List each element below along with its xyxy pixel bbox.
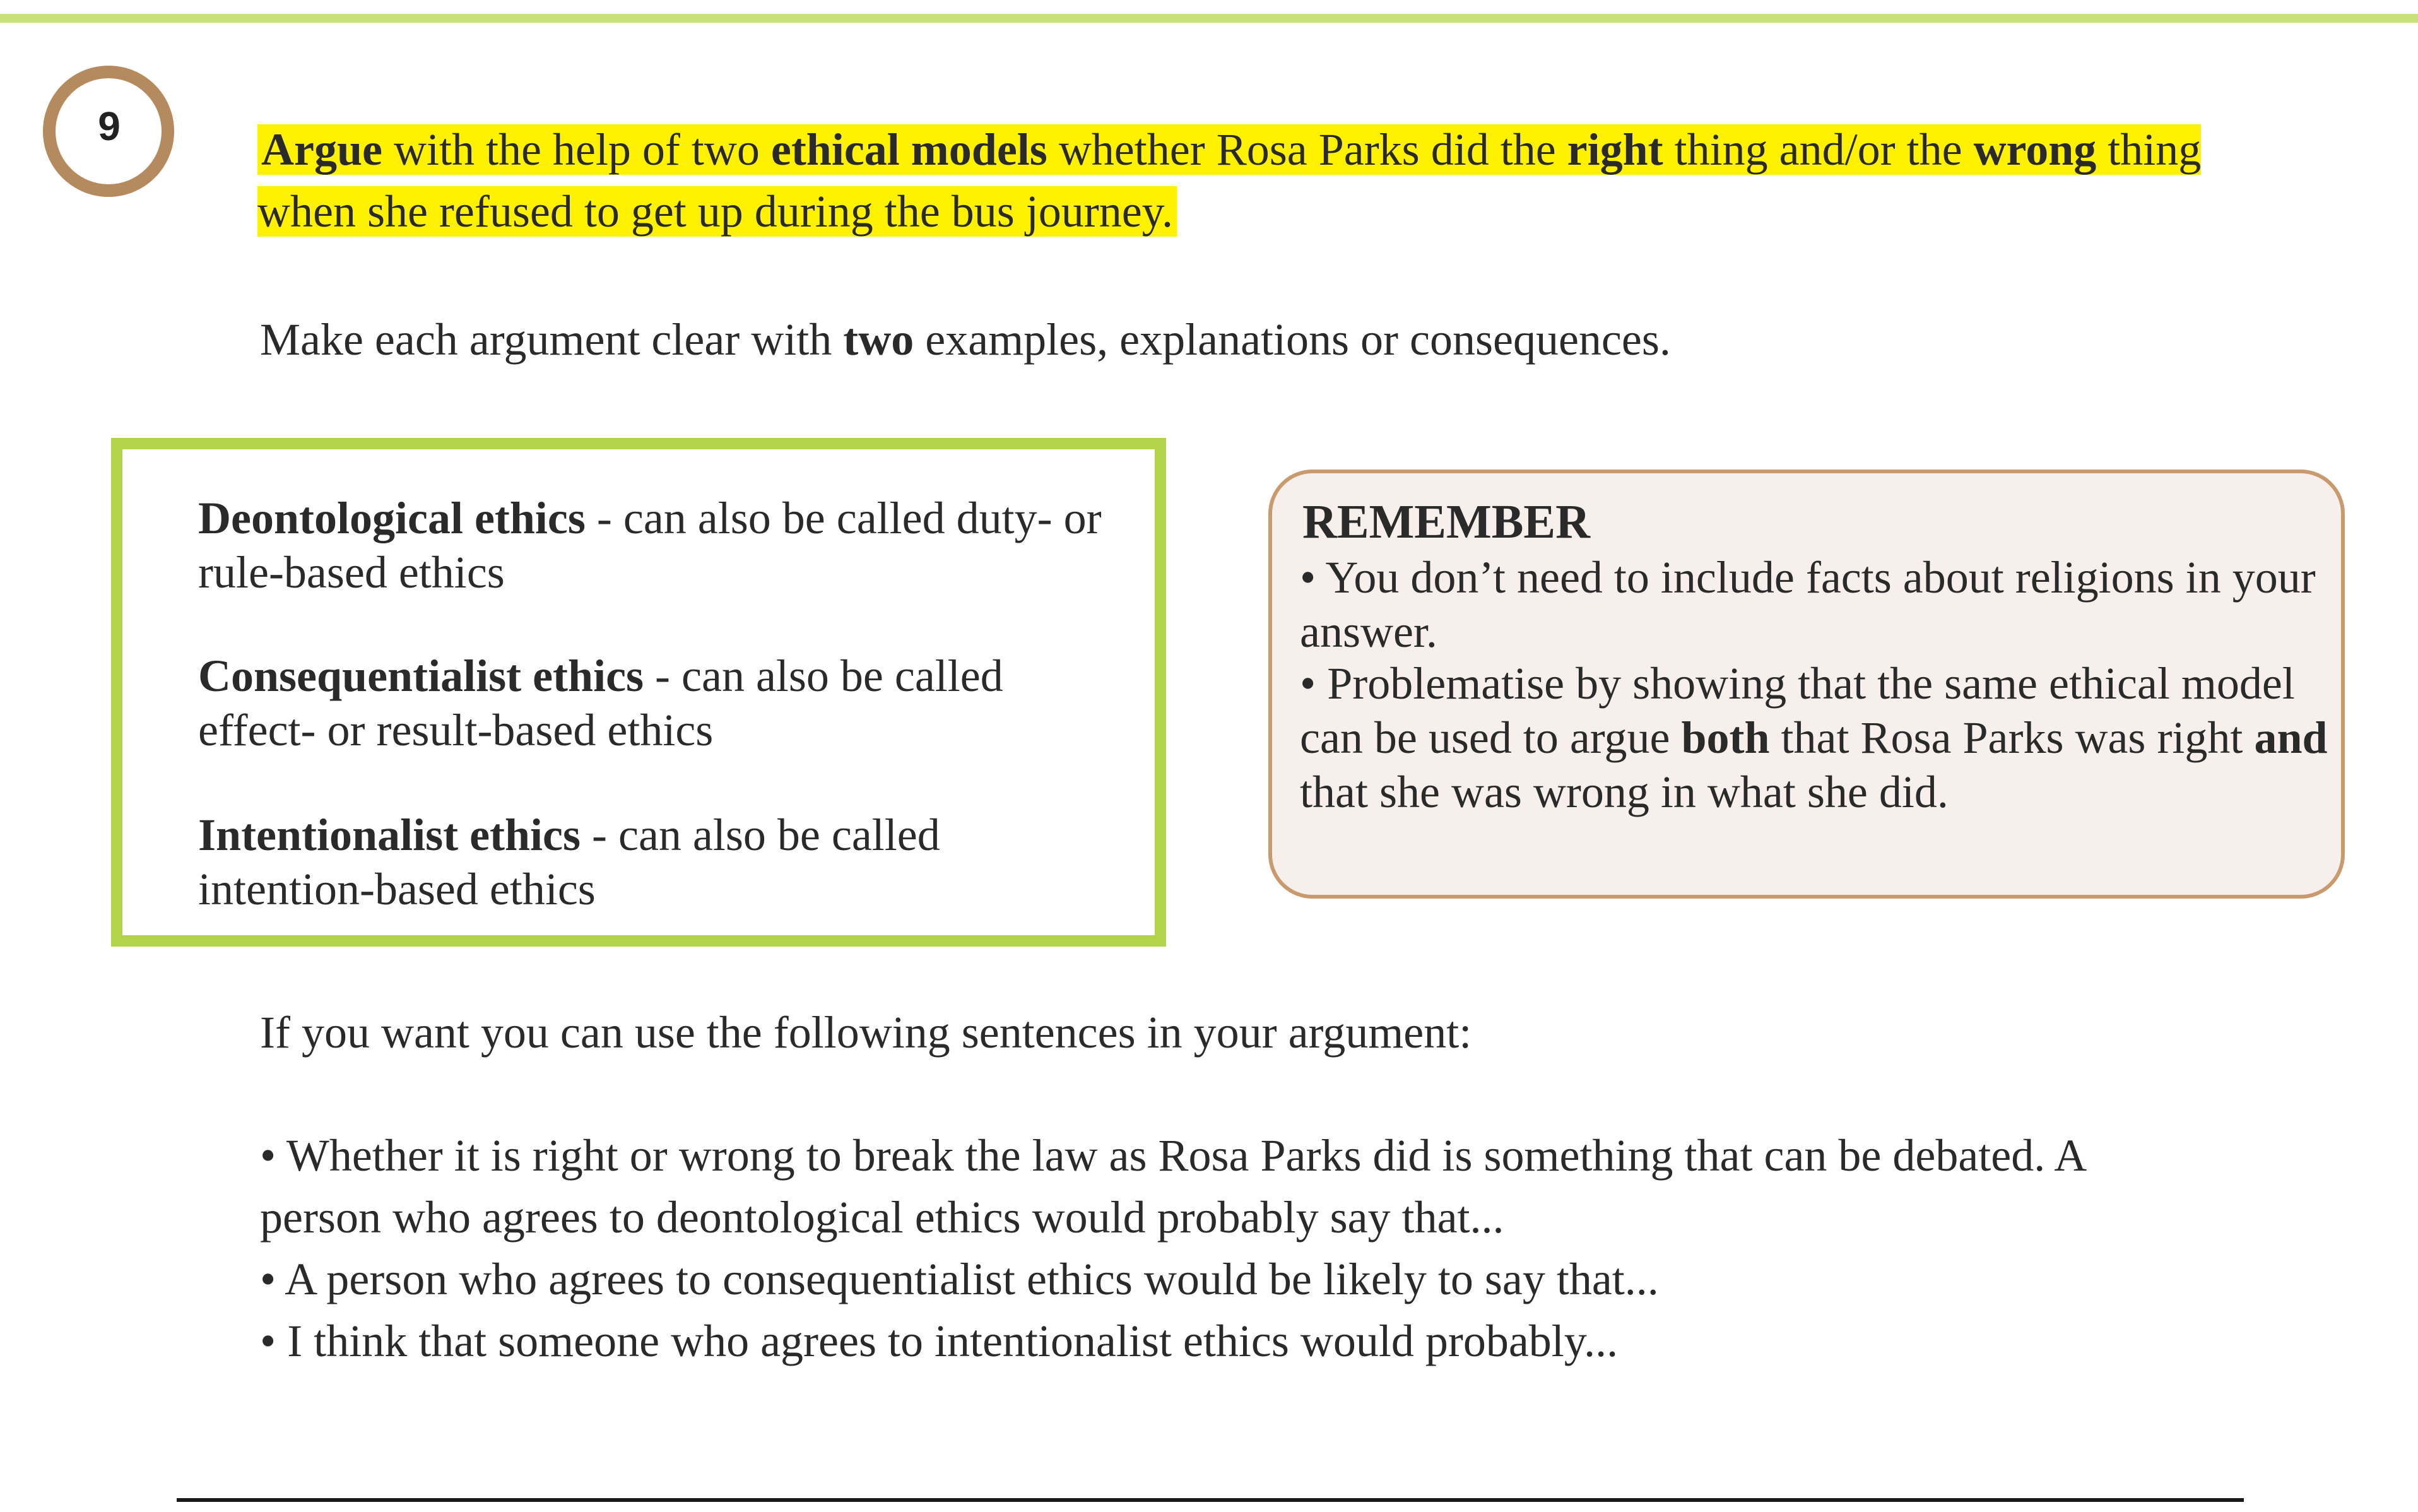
instruction-bold-two: two [843,314,914,365]
question-part-right: right [1567,124,1663,175]
sentence-starter: • A person who agrees to consequentialist ethics would be likely to say that... [260,1254,1659,1304]
remember-point-2: • Problematise by showing that the same ethical model can be used to argue both that Rosa Parks was right and that she was wrong in what she did. [1300,658,2328,817]
sentence-starter: • I think that someone who agrees to intentionalist ethics would probably... [260,1316,1619,1366]
ethics-item-consequentialist: Consequentialist ethics - can also be called effect- or result-based ethics [198,651,1003,755]
question-number: 9 [98,103,121,149]
remember-title: REMEMBER [1302,495,1590,548]
sentence-starter: • Whether it is right or wrong to break the law as Rosa Parks did is something that can be debated. A person who agrees to deontological ethics would probably say that... [260,1130,2085,1243]
remember-box [1268,470,2345,899]
ethics-item-deontological: Deontological ethics - can also be called duty- or rule-based ethics [198,493,1102,598]
question-number-badge [43,66,174,197]
sentence-starters-intro: If you want you can use the following sentences in your argument: [260,1007,1472,1058]
question-highlight: Argue with the help of two ethical models whether Rosa Parks did the right thing and/or the wrong thing when she refused to get up during the bus journey. [257,124,2202,237]
remember-point-1: • You don’t need to include facts about religions in your answer. [1300,552,2316,657]
question-text [257,119,2277,242]
question-part-argue: Argue [261,124,382,175]
answer-line [177,1498,2244,1502]
question-part-ethical-models: ethical models [770,124,1047,175]
ethical-models-box [111,438,1166,947]
question-part-wrong: wrong [1973,124,2097,175]
ethics-item-intentionalist: Intentionalist ethics - can also be called intention-based ethics [198,810,940,914]
sentence-starters-list [260,1125,2216,1372]
top-divider [0,14,2418,23]
instruction-text: Make each argument clear with two examples, explanations or consequences. [260,314,1671,365]
